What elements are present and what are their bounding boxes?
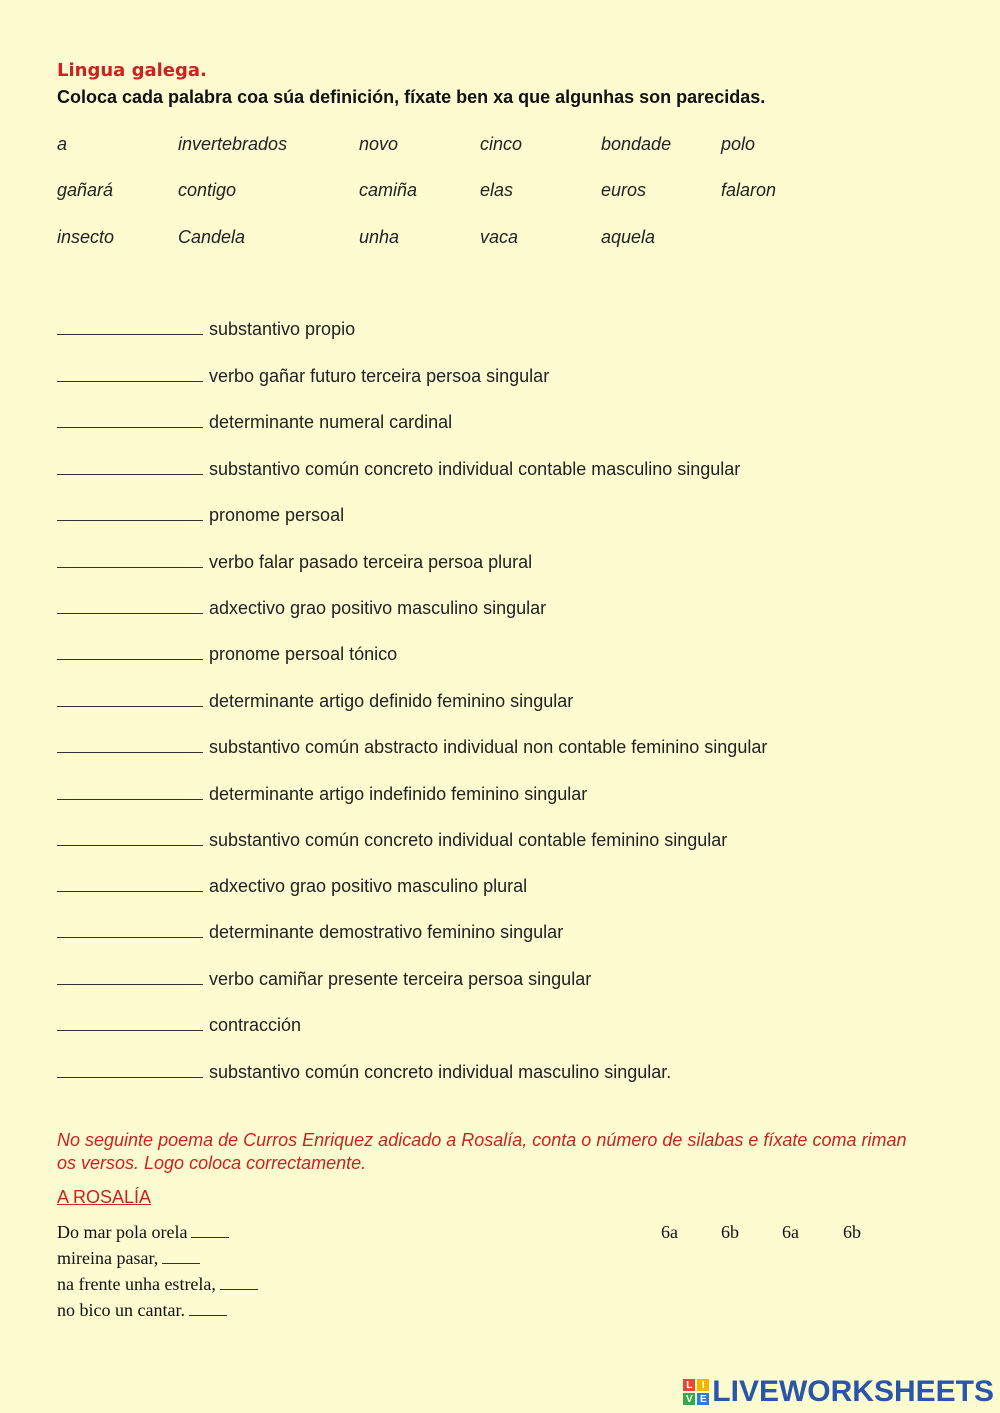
- answer-blank[interactable]: [57, 504, 203, 521]
- definition-text: substantivo común concreto individual masculino singular.: [209, 1062, 672, 1082]
- poem-line-text: na frente unha estrela,: [57, 1274, 216, 1294]
- answer-blank[interactable]: [57, 458, 203, 475]
- definition-row: [57, 551, 532, 573]
- syllable-option[interactable]: 6b: [721, 1222, 739, 1242]
- word-item[interactable]: gañará: [57, 180, 114, 200]
- definition-row: [57, 411, 452, 433]
- word-item[interactable]: contigo: [178, 180, 237, 200]
- word-item[interactable]: aquela: [601, 227, 656, 247]
- poem-title: A ROSALÍA: [57, 1187, 152, 1207]
- answer-blank[interactable]: [57, 921, 203, 938]
- word-item[interactable]: a: [57, 134, 68, 154]
- logo-text: LIVEWORKSHEETS: [712, 1375, 994, 1408]
- definition-row: [57, 783, 587, 805]
- definition-text: substantivo propio: [209, 319, 356, 339]
- word-item[interactable]: falaron: [721, 180, 777, 200]
- definition-text: adxectivo grao positivo masculino singular: [209, 598, 547, 618]
- definition-text: substantivo común concreto individual contable feminino singular: [209, 830, 728, 850]
- definition-row: [57, 318, 355, 340]
- definition-text: pronome persoal: [209, 505, 345, 525]
- word-item[interactable]: euros: [601, 180, 647, 200]
- answer-blank[interactable]: [57, 411, 203, 428]
- answer-blank[interactable]: [57, 643, 203, 660]
- definition-text: determinante artigo indefinido feminino singular: [209, 784, 588, 804]
- answer-blank[interactable]: [57, 551, 203, 568]
- answer-blank[interactable]: [57, 968, 203, 985]
- answer-blank[interactable]: [57, 597, 203, 614]
- definition-row: [57, 690, 573, 712]
- definition-row: [57, 597, 546, 619]
- word-item[interactable]: unha: [359, 227, 400, 247]
- poem-line: [57, 1222, 229, 1243]
- answer-blank[interactable]: [57, 1061, 203, 1078]
- definition-text: adxectivo grao positivo masculino plural: [209, 876, 528, 896]
- definition-text: contracción: [209, 1015, 302, 1035]
- poem-instruction: No seguinte poema de Curros Enriquez adicado a Rosalía, conta o número de silabas e fíxate coma riman os versos. Logo coloca correctamente.: [57, 1130, 907, 1173]
- word-item[interactable]: camiña: [359, 180, 418, 200]
- word-item[interactable]: elas: [480, 180, 514, 200]
- definition-row: [57, 1014, 301, 1036]
- definition-text: determinante numeral cardinal: [209, 412, 453, 432]
- word-item[interactable]: invertebrados: [178, 134, 288, 154]
- liveworksheets-logo: [683, 1375, 994, 1409]
- definition-row: [57, 365, 549, 387]
- logo-tile: E: [697, 1393, 709, 1405]
- liveworksheets-icon: [683, 1379, 709, 1405]
- definition-text: verbo gañar futuro terceira persoa singular: [209, 366, 550, 386]
- logo-tile: I: [697, 1379, 709, 1391]
- poem-line: [57, 1248, 200, 1269]
- answer-blank[interactable]: [57, 690, 203, 707]
- definition-text: verbo falar pasado terceira persoa plural: [209, 552, 533, 572]
- subject-title: Lingua galega.: [57, 60, 207, 81]
- answer-blank[interactable]: [57, 875, 203, 892]
- poem-answer-blank[interactable]: [189, 1301, 227, 1316]
- definition-text: verbo camiñar presente terceira persoa singular: [209, 969, 592, 989]
- word-item[interactable]: vaca: [480, 227, 519, 247]
- word-item[interactable]: insecto: [57, 227, 115, 247]
- poem-line-text: no bico un cantar.: [57, 1300, 185, 1320]
- instruction-text: Coloca cada palabra coa súa definición, fíxate ben xa que algunhas son parecidas.: [57, 87, 766, 107]
- definition-row: [57, 921, 563, 943]
- definition-text: determinante artigo definido feminino singular: [209, 691, 574, 711]
- syllable-option[interactable]: 6b: [843, 1222, 861, 1242]
- word-item[interactable]: polo: [721, 134, 756, 154]
- logo-tile: L: [683, 1379, 695, 1391]
- poem-answer-blank[interactable]: [162, 1249, 200, 1264]
- definition-row: [57, 829, 727, 851]
- poem-answer-blank[interactable]: [191, 1223, 229, 1238]
- logo-tile: V: [683, 1393, 695, 1405]
- answer-blank[interactable]: [57, 318, 203, 335]
- word-item[interactable]: bondade: [601, 134, 672, 154]
- definition-text: substantivo común concreto individual contable masculino singular: [209, 459, 741, 479]
- definition-row: [57, 968, 591, 990]
- syllable-option[interactable]: 6a: [782, 1222, 799, 1242]
- definition-text: pronome persoal tónico: [209, 644, 398, 664]
- poem-line-text: Do mar pola orela: [57, 1222, 188, 1242]
- answer-blank[interactable]: [57, 1014, 203, 1031]
- word-item[interactable]: cinco: [480, 134, 523, 154]
- poem-line-text: mireina pasar,: [57, 1248, 159, 1268]
- answer-blank[interactable]: [57, 783, 203, 800]
- definition-row: [57, 1061, 671, 1083]
- definition-row: [57, 643, 397, 665]
- answer-blank[interactable]: [57, 736, 203, 753]
- definition-row: [57, 458, 740, 480]
- definition-row: [57, 736, 767, 758]
- definition-text: substantivo común abstracto individual non contable feminino singular: [209, 737, 768, 757]
- definition-row: [57, 875, 527, 897]
- word-item[interactable]: novo: [359, 134, 399, 154]
- poem-answer-blank[interactable]: [220, 1275, 258, 1290]
- poem-line: [57, 1274, 258, 1295]
- definition-row: [57, 504, 344, 526]
- answer-blank[interactable]: [57, 365, 203, 382]
- poem-line: [57, 1300, 227, 1321]
- word-item[interactable]: Candela: [178, 227, 246, 247]
- syllable-option[interactable]: 6a: [661, 1222, 678, 1242]
- definition-text: determinante demostrativo feminino singular: [209, 922, 564, 942]
- answer-blank[interactable]: [57, 829, 203, 846]
